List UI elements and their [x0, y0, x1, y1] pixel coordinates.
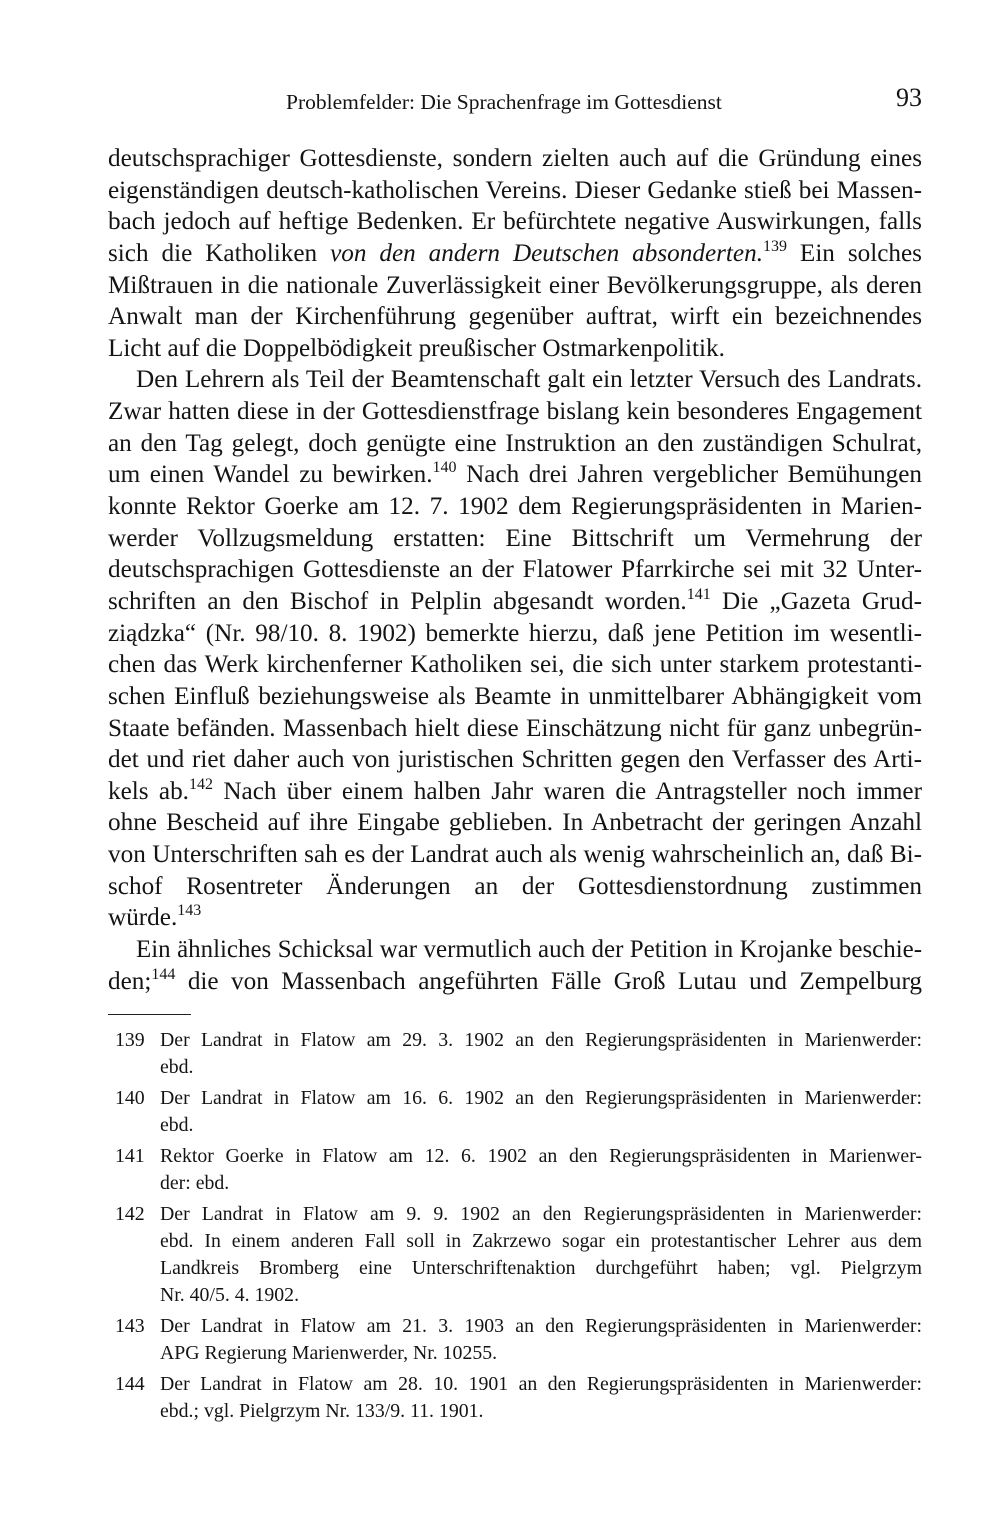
text-line [108, 459, 922, 491]
footnote-line: ebd.; vgl. Pielgrzym Nr. 133/9. 11. 1901. [160, 1400, 484, 1422]
footnote-line: ebd. In einem anderen Fall soll in Zakrzewo sogar ein protestantischer Lehrer aus dem [160, 1230, 922, 1252]
text-line: an den Tag gelegt, doch genügte eine Instruktion an den zuständigen Schulrat, [108, 429, 922, 457]
text-line: deutschsprachigen Gottesdienste an der Flatower Pfarrkirche sei mit 32 Unter- [108, 556, 922, 584]
footnote-line: Der Landrat in Flatow am 9. 9. 1902 an den Regierungspräsidenten in Marienwerder: [160, 1203, 922, 1225]
footnote-ref-141[interactable]: 141 [686, 585, 711, 603]
text-segment: kels ab. [108, 777, 189, 805]
footnote-line: der: ebd. [160, 1172, 230, 1194]
footnote-number: 141 [115, 1145, 145, 1167]
footnote-line: Der Landrat in Flatow am 21. 3. 1903 an den Regierungspräsidenten in Marienwerder: [160, 1315, 922, 1337]
text-line: deutschsprachiger Gottesdienste, sondern zielten auch auf die Gründung eines [108, 145, 922, 172]
running-header [108, 83, 922, 118]
text-line [108, 902, 922, 934]
text-segment: würde. [108, 904, 178, 932]
text-line: Licht auf die Doppelbödigkeit preußischer Ostmarkenpolitik. [108, 334, 725, 362]
text-line: schof Rosentreter Änderungen an der Gottesdienstordnung zustimmen [108, 872, 922, 900]
footnote-number: 142 [115, 1203, 145, 1225]
footnote-line: Der Landrat in Flatow am 16. 6. 1902 an den Regierungspräsidenten in Marienwerder: [160, 1087, 922, 1109]
text-line: Den Lehrern als Teil der Beamtenschaft galt ein letzter Versuch des Landrats. [136, 366, 922, 394]
text-line: bach jedoch auf heftige Bedenken. Er befürchtete negative Auswirkungen, falls [108, 208, 922, 236]
text-segment: Nach drei Jahren vergeblicher Bemühungen [456, 461, 922, 489]
footnote-141 [115, 1143, 922, 1197]
text-line: det und riet daher auch von juristischen Schritten gegen den Verfasser des Arti- [108, 746, 922, 774]
text-segment: Die „Gazeta Grud- [710, 587, 923, 615]
footnote-number: 139 [115, 1029, 145, 1051]
text-line: konnte Rektor Goerke am 12. 7. 1902 dem Regierungspräsidenten in Marien- [108, 493, 922, 521]
text-line: Staate befänden. Massenbach hielt diese Einschätzung nicht für ganz unbegrün- [108, 714, 922, 742]
footnote-line: Der Landrat in Flatow am 28. 10. 1901 an den Regierungspräsidenten in Marienwerder: [160, 1373, 922, 1395]
footnote-separator [108, 1014, 191, 1015]
text-segment: die von Massenbach angeführten Fälle Groß Lutau und Zempelburg [175, 967, 922, 995]
text-line: Ein ähnliches Schicksal war vermutlich auch der Petition in Krojanke beschie- [136, 936, 922, 964]
body-text [108, 143, 922, 997]
footnote-ref-143[interactable]: 143 [177, 902, 202, 920]
footnote-139 [115, 1027, 922, 1081]
footnote-144 [115, 1371, 922, 1425]
footnote-line: APG Regierung Marienwerder, Nr. 10255. [160, 1342, 498, 1364]
text-segment: sich die Katholiken [108, 239, 331, 267]
footnote-line: Nr. 40/5. 4. 1902. [160, 1284, 300, 1306]
footnote-number: 140 [115, 1087, 145, 1109]
text-segment: Ein solches [787, 239, 922, 267]
text-line: chen das Werk kirchenferner Katholiken sei, die sich unter starkem protestanti- [108, 651, 922, 679]
text-line: ziądzka“ (Nr. 98/10. 8. 1902) bemerkte hierzu, daß jene Petition im wesentli- [108, 619, 922, 647]
text-line [108, 238, 922, 270]
footnote-142 [115, 1201, 922, 1309]
text-segment: schriften an den Bischof in Pelplin abgesandt worden. [108, 587, 687, 615]
footnote-ref-142[interactable]: 142 [188, 775, 213, 793]
text-line [108, 586, 922, 618]
text-line [108, 966, 922, 998]
footnote-number: 143 [115, 1315, 145, 1337]
footnote-line: ebd. [160, 1056, 194, 1078]
text-segment: den; [108, 967, 152, 995]
page-number: 93 [896, 83, 922, 112]
text-segment: um einen Wandel zu bewirken. [108, 461, 433, 489]
text-line [108, 776, 922, 808]
footnote-number: 144 [115, 1373, 145, 1395]
footnote-ref-139[interactable]: 139 [763, 237, 787, 255]
text-line: ohne Bescheid auf ihre Eingabe geblieben. In Anbetracht der geringen Anzahl [108, 809, 922, 837]
footnote-ref-140[interactable]: 140 [432, 459, 457, 477]
footnote-140 [115, 1085, 922, 1139]
text-line: Zwar hatten diese in der Gottesdienstfrage bislang kein besonderes Engagement [108, 398, 922, 426]
text-line: werder Vollzugsmeldung erstatten: Eine Bittschrift um Vermehrung der [108, 524, 922, 552]
italic-quote: von den andern Deutschen absonderten. [330, 239, 763, 267]
text-line: Anwalt man der Kirchenführung gegenüber auftrat, wirft ein bezeichnendes [108, 303, 922, 331]
text-segment: Nach über einem halben Jahr waren die Antragsteller noch immer [212, 777, 922, 805]
footnote-line: Der Landrat in Flatow am 29. 3. 1902 an den Regierungspräsidenten in Marienwerder: [160, 1029, 922, 1051]
footnote-line: ebd. [160, 1114, 194, 1136]
text-line: schen Einfluß beziehungsweise als Beamte in unmittelbarer Abhängigkeit vom [108, 682, 922, 710]
footnote-143 [115, 1313, 922, 1367]
footnote-line: Rektor Goerke in Flatow am 12. 6. 1902 an den Regierungspräsidenten in Marienwer- [160, 1145, 922, 1167]
text-line: eigenständigen deutsch-katholischen Vereins. Dieser Gedanke stieß bei Massen- [108, 176, 922, 204]
footnote-line: Landkreis Bromberg eine Unterschriftenaktion durchgeführt haben; vgl. Pielgrzym [160, 1257, 922, 1279]
text-line: von Unterschriften sah es der Landrat auch als wenig wahrscheinlich an, daß Bi- [108, 841, 922, 869]
running-title: Problemfelder: Die Sprachenfrage im Gottesdienst [286, 90, 722, 114]
footnote-ref-144[interactable]: 144 [151, 965, 176, 983]
text-line: Mißtrauen in die nationale Zuverlässigkeit einer Bevölkerungsgruppe, als deren [108, 271, 922, 299]
footnotes [115, 1027, 922, 1429]
